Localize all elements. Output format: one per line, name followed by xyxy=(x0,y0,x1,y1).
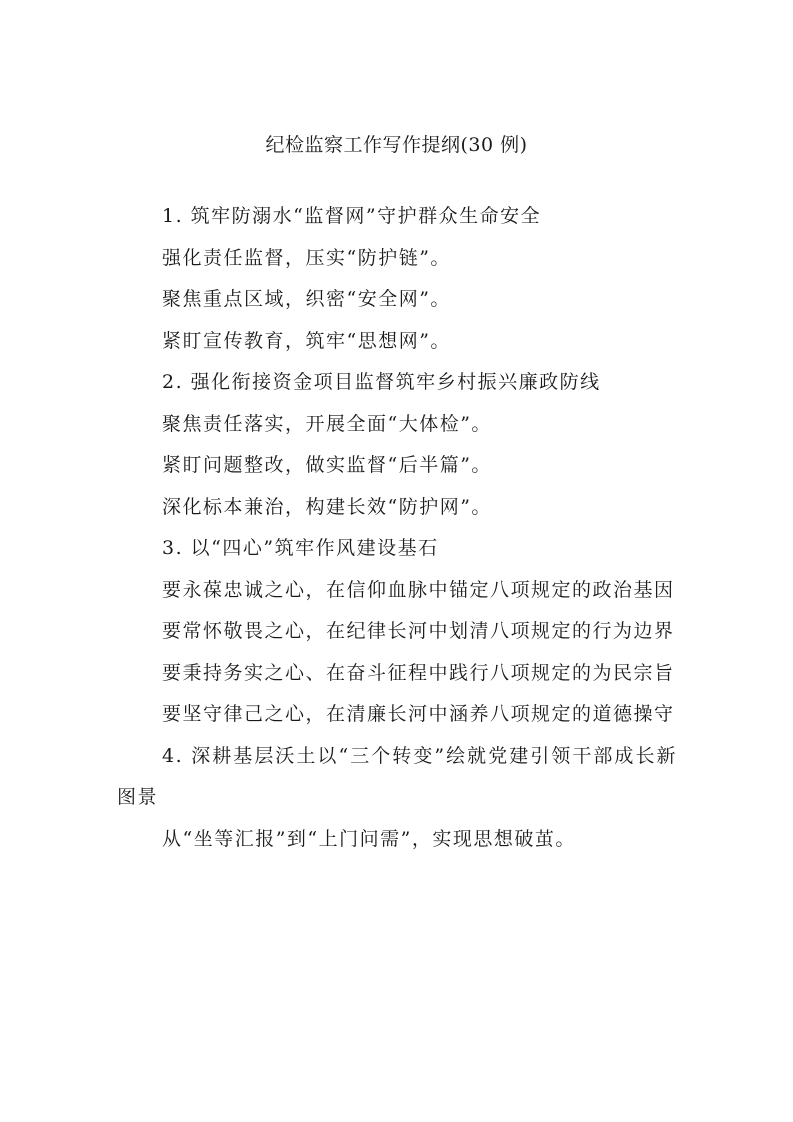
heading-2: 2. 强化衔接资金项目监督筑牢乡村振兴廉政防线 xyxy=(162,371,601,393)
document-body xyxy=(117,196,677,860)
heading-4: 4. 深耕基层沃土以“三个转变”绘就党建引领干部成长新图景 xyxy=(117,744,677,808)
paragraph: 聚焦责任落实，开展全面“大体检”。 xyxy=(162,412,492,435)
paragraph: 紧盯宣传教育，筑牢“思想网”。 xyxy=(162,329,451,352)
paragraph: 强化责任监督，压实“防护链”。 xyxy=(162,246,451,269)
heading-1: 1. 筑牢防溺水“监督网”守护群众生命安全 xyxy=(162,205,542,227)
paragraph: 从“坐等汇报”到“上门问需”，实现思想破茧。 xyxy=(162,827,576,850)
document-title: 纪检监察工作写作提纲(30 例) xyxy=(265,134,528,156)
paragraph: 深化标本兼治，构建长效“防护网”。 xyxy=(162,495,492,518)
paragraph: 聚焦重点区域，织密“安全网”。 xyxy=(162,288,451,310)
heading-3: 3. 以“四心”筑牢作风建设基石 xyxy=(162,537,439,559)
paragraph: 要常怀敬畏之心，在纪律长河中划清八项规定的行为边界 xyxy=(162,620,675,642)
paragraph: 要坚守律己之心，在清廉长河中涵养八项规定的道德操守 xyxy=(162,703,675,725)
paragraph: 要秉持务实之心、在奋斗征程中践行八项规定的为民宗旨 xyxy=(162,661,675,684)
paragraph: 紧盯问题整改，做实监督“后半篇”。 xyxy=(162,454,492,476)
paragraph: 要永葆忠诚之心，在信仰血脉中锚定八项规定的政治基因 xyxy=(162,578,675,601)
